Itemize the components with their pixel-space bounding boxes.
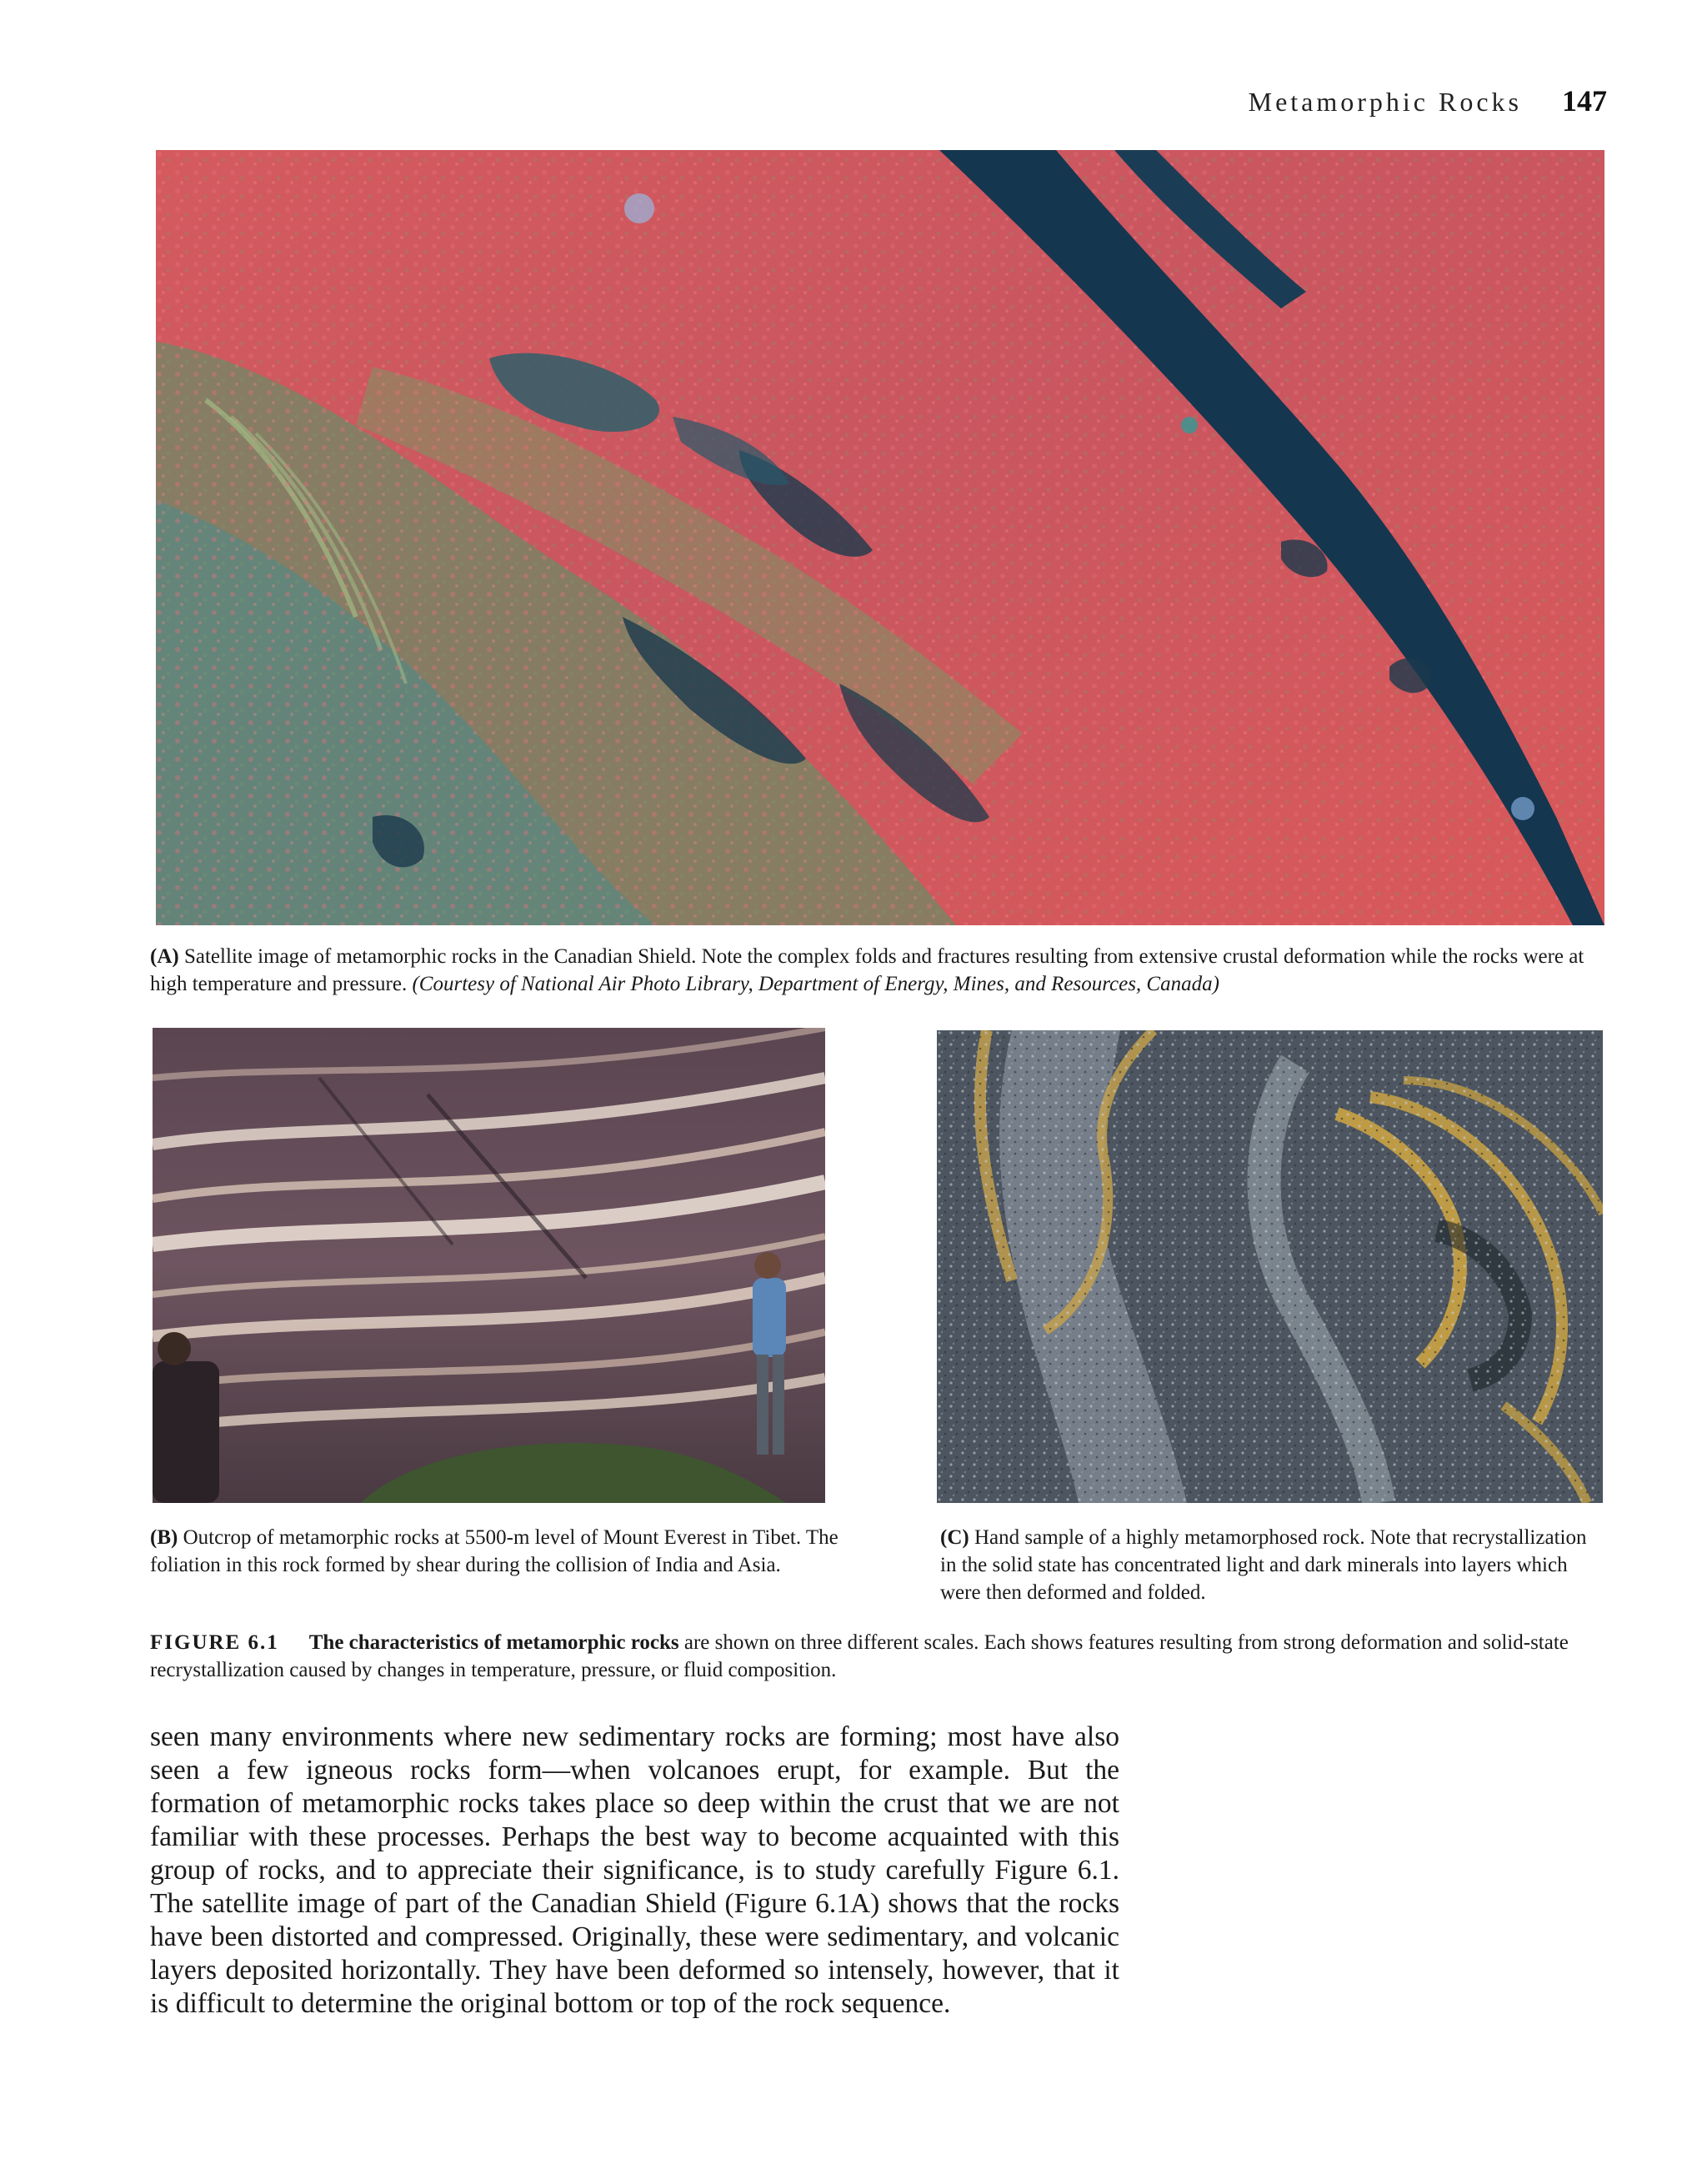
caption-panel-b bbox=[150, 1524, 842, 1579]
running-title: Metamorphic Rocks bbox=[1248, 87, 1522, 117]
caption-b-text: Outcrop of metamorphic rocks at 5500-m level of Mount Everest in Tibet. The foliation in this rock formed by shear during the collision of India and Asia. bbox=[150, 1526, 838, 1576]
running-head bbox=[1249, 83, 1607, 117]
caption-a-label: (A) bbox=[150, 945, 179, 968]
body-paragraph: seen many environments where new sedimentary rocks are forming; most have also seen a few igneous rocks form—when volcanoes erupt, for example. But the formation of metamorphic rocks takes place so deep within the crust that we are not familiar with these processes. Perhaps the best way to become acquainted with this group of rocks, and to appreciate their significance, is to study carefully Figure 6.1. The satellite image of part of the Canadian Shield (Figure 6.1A) shows that the rocks have been distorted and compressed. Originally, these were sedimentary, and volcanic layers deposited horizontally. They have been deformed so intensely, however, that it is difficult to determine the original bottom or top of the rock sequence. bbox=[150, 1721, 1119, 2019]
satellite-image bbox=[156, 150, 1604, 925]
figure-caption-text: are shown on three different scales. Each shows features resulting from strong deformation and solid-state recrystallization caused by changes in temperature, pressure, or fluid composition. bbox=[150, 1631, 1569, 1681]
caption-b-label: (B) bbox=[150, 1526, 178, 1549]
caption-panel-c bbox=[940, 1524, 1607, 1606]
hand-sample-photo bbox=[937, 1030, 1603, 1503]
caption-c-label: (C) bbox=[940, 1526, 969, 1549]
caption-c-text: Hand sample of a highly metamorphosed rock. Note that recrystallization in the solid state has concentrated light and dark minerals into layers which were then deformed and folded. bbox=[940, 1526, 1587, 1604]
figure-number: FIGURE 6.1 bbox=[150, 1631, 279, 1654]
caption-a-credit: (Courtesy of National Air Photo Library, Department of Energy, Mines, and Resources, Canada) bbox=[412, 973, 1219, 995]
figure-caption-lead: The characteristics of metamorphic rocks bbox=[308, 1631, 679, 1654]
figure-caption bbox=[150, 1629, 1617, 1684]
outcrop-photo bbox=[153, 1028, 825, 1503]
page-number: 147 bbox=[1562, 84, 1607, 118]
caption-panel-a bbox=[150, 943, 1617, 998]
caption-a-text: Satellite image of metamorphic rocks in the Canadian Shield. Note the complex folds and fractures resulting from extensive crustal deformation while the rocks were at high temperature and pressure. bbox=[150, 945, 1584, 995]
